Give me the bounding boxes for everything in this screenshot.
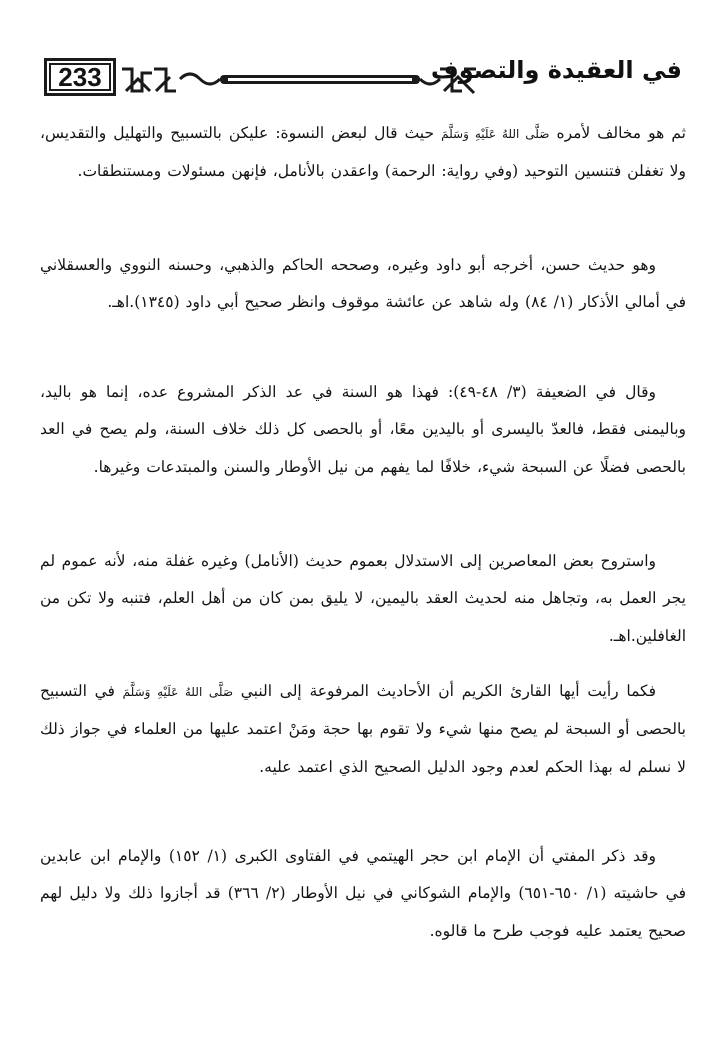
paragraph-5 xyxy=(40,673,686,786)
paragraph-1 xyxy=(40,115,686,191)
honorific-salla-allah: صَلَّى اللهُ عَلَيْهِ وَسَلَّمَ xyxy=(122,685,234,699)
paragraph-1-text-b: حيث قال لبعض النسوة: عليكن بالتسبيح والتهليل والتقديس، ولا تغفلن فتنسين التوحيد (وفي رواية: الرحمة) واعقدن بالأنامل، فإنهن مسئولات ومستنطقات. xyxy=(40,124,686,181)
paragraph-6 xyxy=(40,838,686,950)
paragraph-2 xyxy=(40,247,686,322)
paragraph-3 xyxy=(40,374,686,486)
paragraph-4-text: واستروح بعض المعاصرين إلى الاستدلال بعموم حديث (الأنامل) وغيره غفلة منه، لأنه عموم لم يجر العمل به، وتجاهل منه لحديث العقد باليمين، لا يليق بمن كان من أهل العلم، فتنبه ولا تكن من الغافلين.اهـ. xyxy=(40,552,686,645)
paragraph-1-text-a: ثم هو مخالف لأمره xyxy=(549,124,686,142)
paragraph-5-text-b: في التسبيح بالحصى أو السبحة لم يصح منها شيء ولا تقوم بها حجة ومَنْ اعتمد عليها من العلماء في جواز ذلك لا نسلم له بهذا الحكم لعدم وجود الدليل الصحيح الذي اعتمد عليه. xyxy=(40,682,686,776)
paragraph-6-text: وقد ذكر المفتي أن الإمام ابن حجر الهيتمي في الفتاوى الكبرى (١/ ١٥٢) والإمام ابن عابدين في حاشيته (١/ ٦٥٠-٦٥١) والإمام الشوكاني في نيل الأوطار (٢/ ٣٦٦) قد أجازوا ذلك ولا دليل لهم صحيح يعتمد عليه فوجب طرح ما قالوه. xyxy=(40,847,687,940)
honorific-salla-allah: صَلَّى اللهُ عَلَيْهِ وَسَلَّمَ xyxy=(441,127,550,141)
running-title: في العقيدة والتصوف xyxy=(430,56,682,84)
page-number: 233 xyxy=(44,58,116,96)
paragraph-2-text: وهو حديث حسن، أخرجه أبو داود وغيره، وصححه الحاكم والذهبي، وحسنه النووي والعسقلاني في أمالي الأذكار (١/ ٨٤) وله شاهد عن عائشة موقوف وانظر صحيح أبي داود (١٣٤٥).اهـ. xyxy=(40,256,686,312)
paragraph-3-text: وقال في الضعيفة (٣/ ٤٨-٤٩): فهذا هو السنة في عد الذكر المشروع عده، إنما هو باليد، وباليمنى فقط، فالعدّ باليسرى أو باليدين معًا، أو بالحصى كل ذلك خلاف السنة، ولم يصح في العد بالحصى فضلًا عن السبحة شيء، خلافًا لما يفهم من نيل الأوطار والسنن والمبتدعات وغيرها. xyxy=(40,383,686,476)
header-ornament xyxy=(118,63,480,97)
paragraph-4 xyxy=(40,543,686,655)
paragraph-5-text-a: فكما رأيت أيها القارئ الكريم أن الأحاديث المرفوعة إلى النبي xyxy=(233,682,657,700)
